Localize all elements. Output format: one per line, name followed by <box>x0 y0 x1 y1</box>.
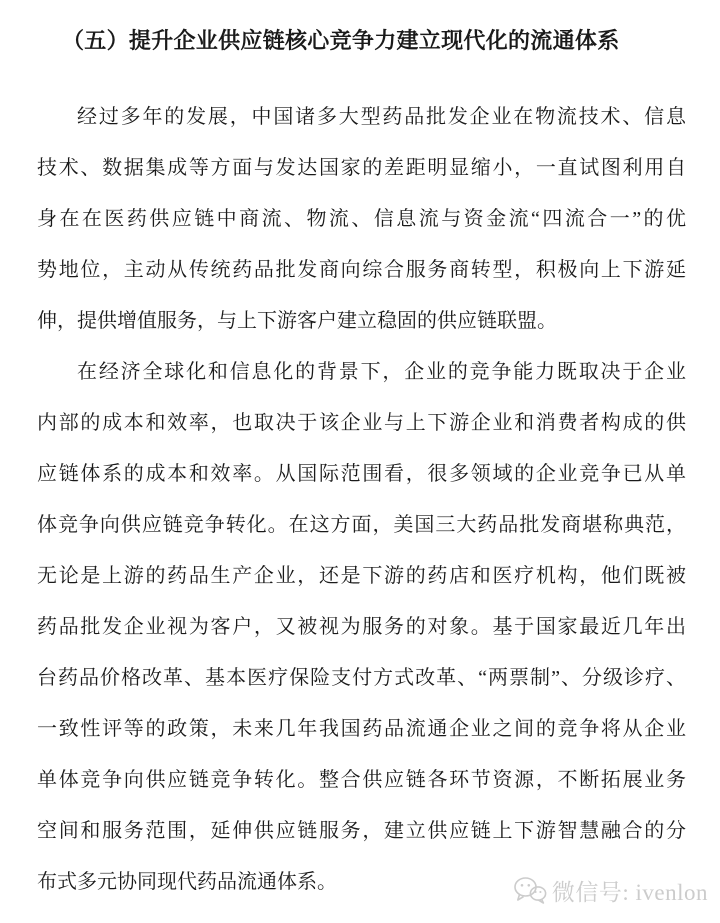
text-line: 药品批发企业视为客户，又被视为服务的对象。基于国家最近几年出 <box>37 616 686 638</box>
text-line: 在经济全球化和信息化的背景下，企业的竞争能力既取决于企业 <box>77 361 686 383</box>
paragraph-2 <box>37 347 686 908</box>
text-line: 应链体系的成本和效率。从国际范围看，很多领域的企业竞争已从单 <box>37 463 686 485</box>
text-line: 体竞争向供应链竞争转化。在这方面，美国三大药品批发商堪称典范， <box>37 514 686 536</box>
text-line: 身在在医药供应链中商流、物流、信息流与资金流“四流合一”的优 <box>37 208 686 230</box>
watermark <box>513 874 708 907</box>
text-line: 布式多元协同现代药品流通体系。 <box>37 871 337 893</box>
text-line: 单体竞争向供应链竞争转化。整合供应链各环节资源，不断拓展业务 <box>37 769 686 791</box>
text-line: 台药品价格改革、基本医疗保险支付方式改革、“两票制”、分级诊疗、 <box>37 667 686 689</box>
text-line: 技术、数据集成等方面与发达国家的差距明显缩小，一直试图利用自 <box>37 157 686 179</box>
paragraph-1 <box>37 92 686 347</box>
document-body <box>37 92 686 908</box>
watermark-label: 微信号: ivenlon <box>551 880 708 905</box>
text-line: 内部的成本和效率，也取决于该企业与上下游企业和消费者构成的供 <box>37 412 686 434</box>
text-line: 伸，提供增值服务，与上下游客户建立稳固的供应链联盟。 <box>37 310 557 332</box>
text-line: 无论是上游的药品生产企业，还是下游的药店和医疗机构，他们既被 <box>37 565 686 587</box>
wechat-icon <box>513 876 547 905</box>
section-heading: （五）提升企业供应链核心竞争力建立现代化的流通体系 <box>62 28 620 53</box>
text-line: 一致性评等的政策，未来几年我国药品流通企业之间的竞争将从企业 <box>37 718 686 740</box>
text-line: 势地位，主动从传统药品批发商向综合服务商转型，积极向上下游延 <box>37 259 686 281</box>
text-line: 经过多年的发展，中国诸多大型药品批发企业在物流技术、信息 <box>77 106 686 128</box>
text-line: 空间和服务范围，延伸供应链服务，建立供应链上下游智慧融合的分 <box>37 820 686 842</box>
